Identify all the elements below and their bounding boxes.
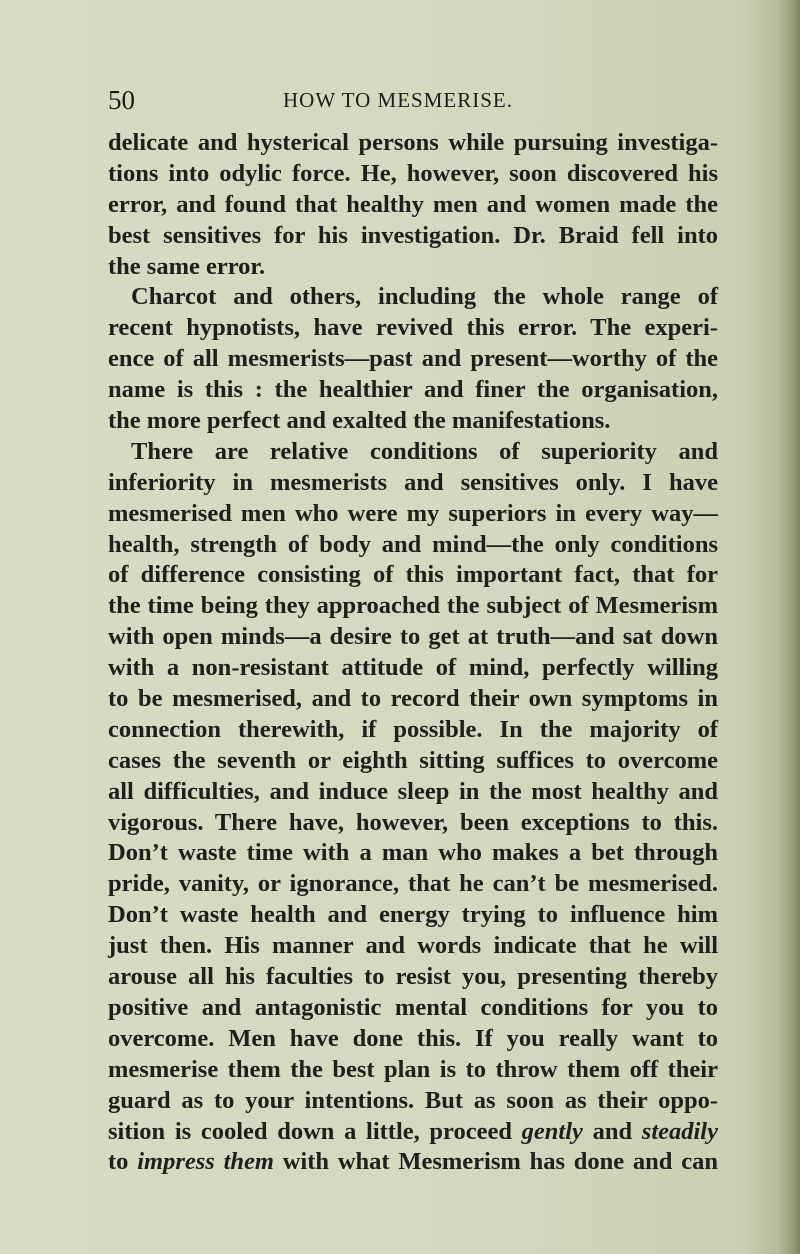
text-line: tions into odylic force. He, however, soon discovered his (108, 159, 718, 187)
text-line: the same error. (108, 252, 266, 280)
text-line: best sensitives for his investigation. Dr. Braid fell into (108, 221, 718, 249)
emphasis-text: gently (521, 1117, 583, 1145)
text-line: ence of all mesmerists—past and present—worthy of the (108, 345, 718, 373)
text-line: delicate and hysterical persons while pursuing investiga- (108, 129, 718, 156)
text-line: mesmerise them the best plan is to throw them off their (108, 1055, 718, 1083)
text-line: cases the seventh or eighth sitting suffices to overcome (108, 746, 718, 774)
text-line: inferiority in mesmerists and sensitives only. I have (108, 468, 718, 496)
text-line: positive and antagonistic mental conditions for you to (108, 993, 718, 1021)
text-line-mixed (108, 1117, 718, 1148)
text-segment: with what Mesmerism has done and can (273, 1148, 718, 1176)
running-head: HOW TO MESMERISE. (283, 88, 513, 112)
text-line: Don’t waste time with a man who makes a bet through (108, 839, 718, 867)
text-line: connection therewith, if possible. In the majority of (108, 715, 718, 743)
text-line: the more perfect and exalted the manifestations. (108, 407, 611, 435)
text-line: There are relative conditions of superiority and (131, 437, 718, 465)
text-line: name is this : the healthier and finer the organisation, (108, 376, 718, 404)
text-segment: to (108, 1148, 138, 1176)
page-edge-shadow (778, 0, 800, 1254)
text-line: Charcot and others, including the whole range of (131, 283, 718, 311)
text-line: guard as to your intentions. But as soon as their oppo- (108, 1086, 718, 1114)
text-line: mesmerised men who were my superiors in every way— (108, 499, 718, 527)
page-number: 50 (108, 85, 135, 115)
text-segment: sition is cooled down a little, proceed (108, 1117, 522, 1145)
text-line: all difficulties, and induce sleep in the most healthy and (108, 777, 718, 805)
text-line: pride, vanity, or ignorance, that he can’t be mesmerised. (108, 870, 718, 898)
page-header (108, 83, 688, 117)
text-line: arouse all his faculties to resist you, presenting thereby (108, 963, 718, 991)
text-line: Don’t waste health and energy trying to influence him (108, 901, 718, 929)
text-line: with a non-resistant attitude of mind, perfectly willing (108, 654, 718, 682)
text-line: error, and found that healthy men and women made the (108, 190, 718, 218)
text-line: vigorous. There have, however, been exceptions to this. (108, 808, 718, 836)
text-line: health, strength of body and mind—the only conditions (108, 530, 718, 558)
text-line: with open minds—a desire to get at truth—and sat down (108, 623, 718, 651)
text-segment: and (582, 1117, 642, 1145)
body-text (108, 128, 718, 1178)
text-line: to be mesmerised, and to record their own symptoms in (108, 685, 718, 713)
emphasis-text: impress them (137, 1148, 274, 1176)
text-line: overcome. Men have done this. If you really want to (108, 1024, 718, 1052)
text-line: of difference consisting of this important fact, that for (108, 561, 718, 589)
text-line: just then. His manner and words indicate that he will (108, 932, 718, 960)
text-line: the time being they approached the subject of Mesmerism (108, 592, 718, 620)
text-line-mixed (108, 1147, 718, 1178)
text-line: recent hypnotists, have revived this error. The experi- (108, 314, 718, 342)
emphasis-text: steadily (641, 1117, 718, 1145)
